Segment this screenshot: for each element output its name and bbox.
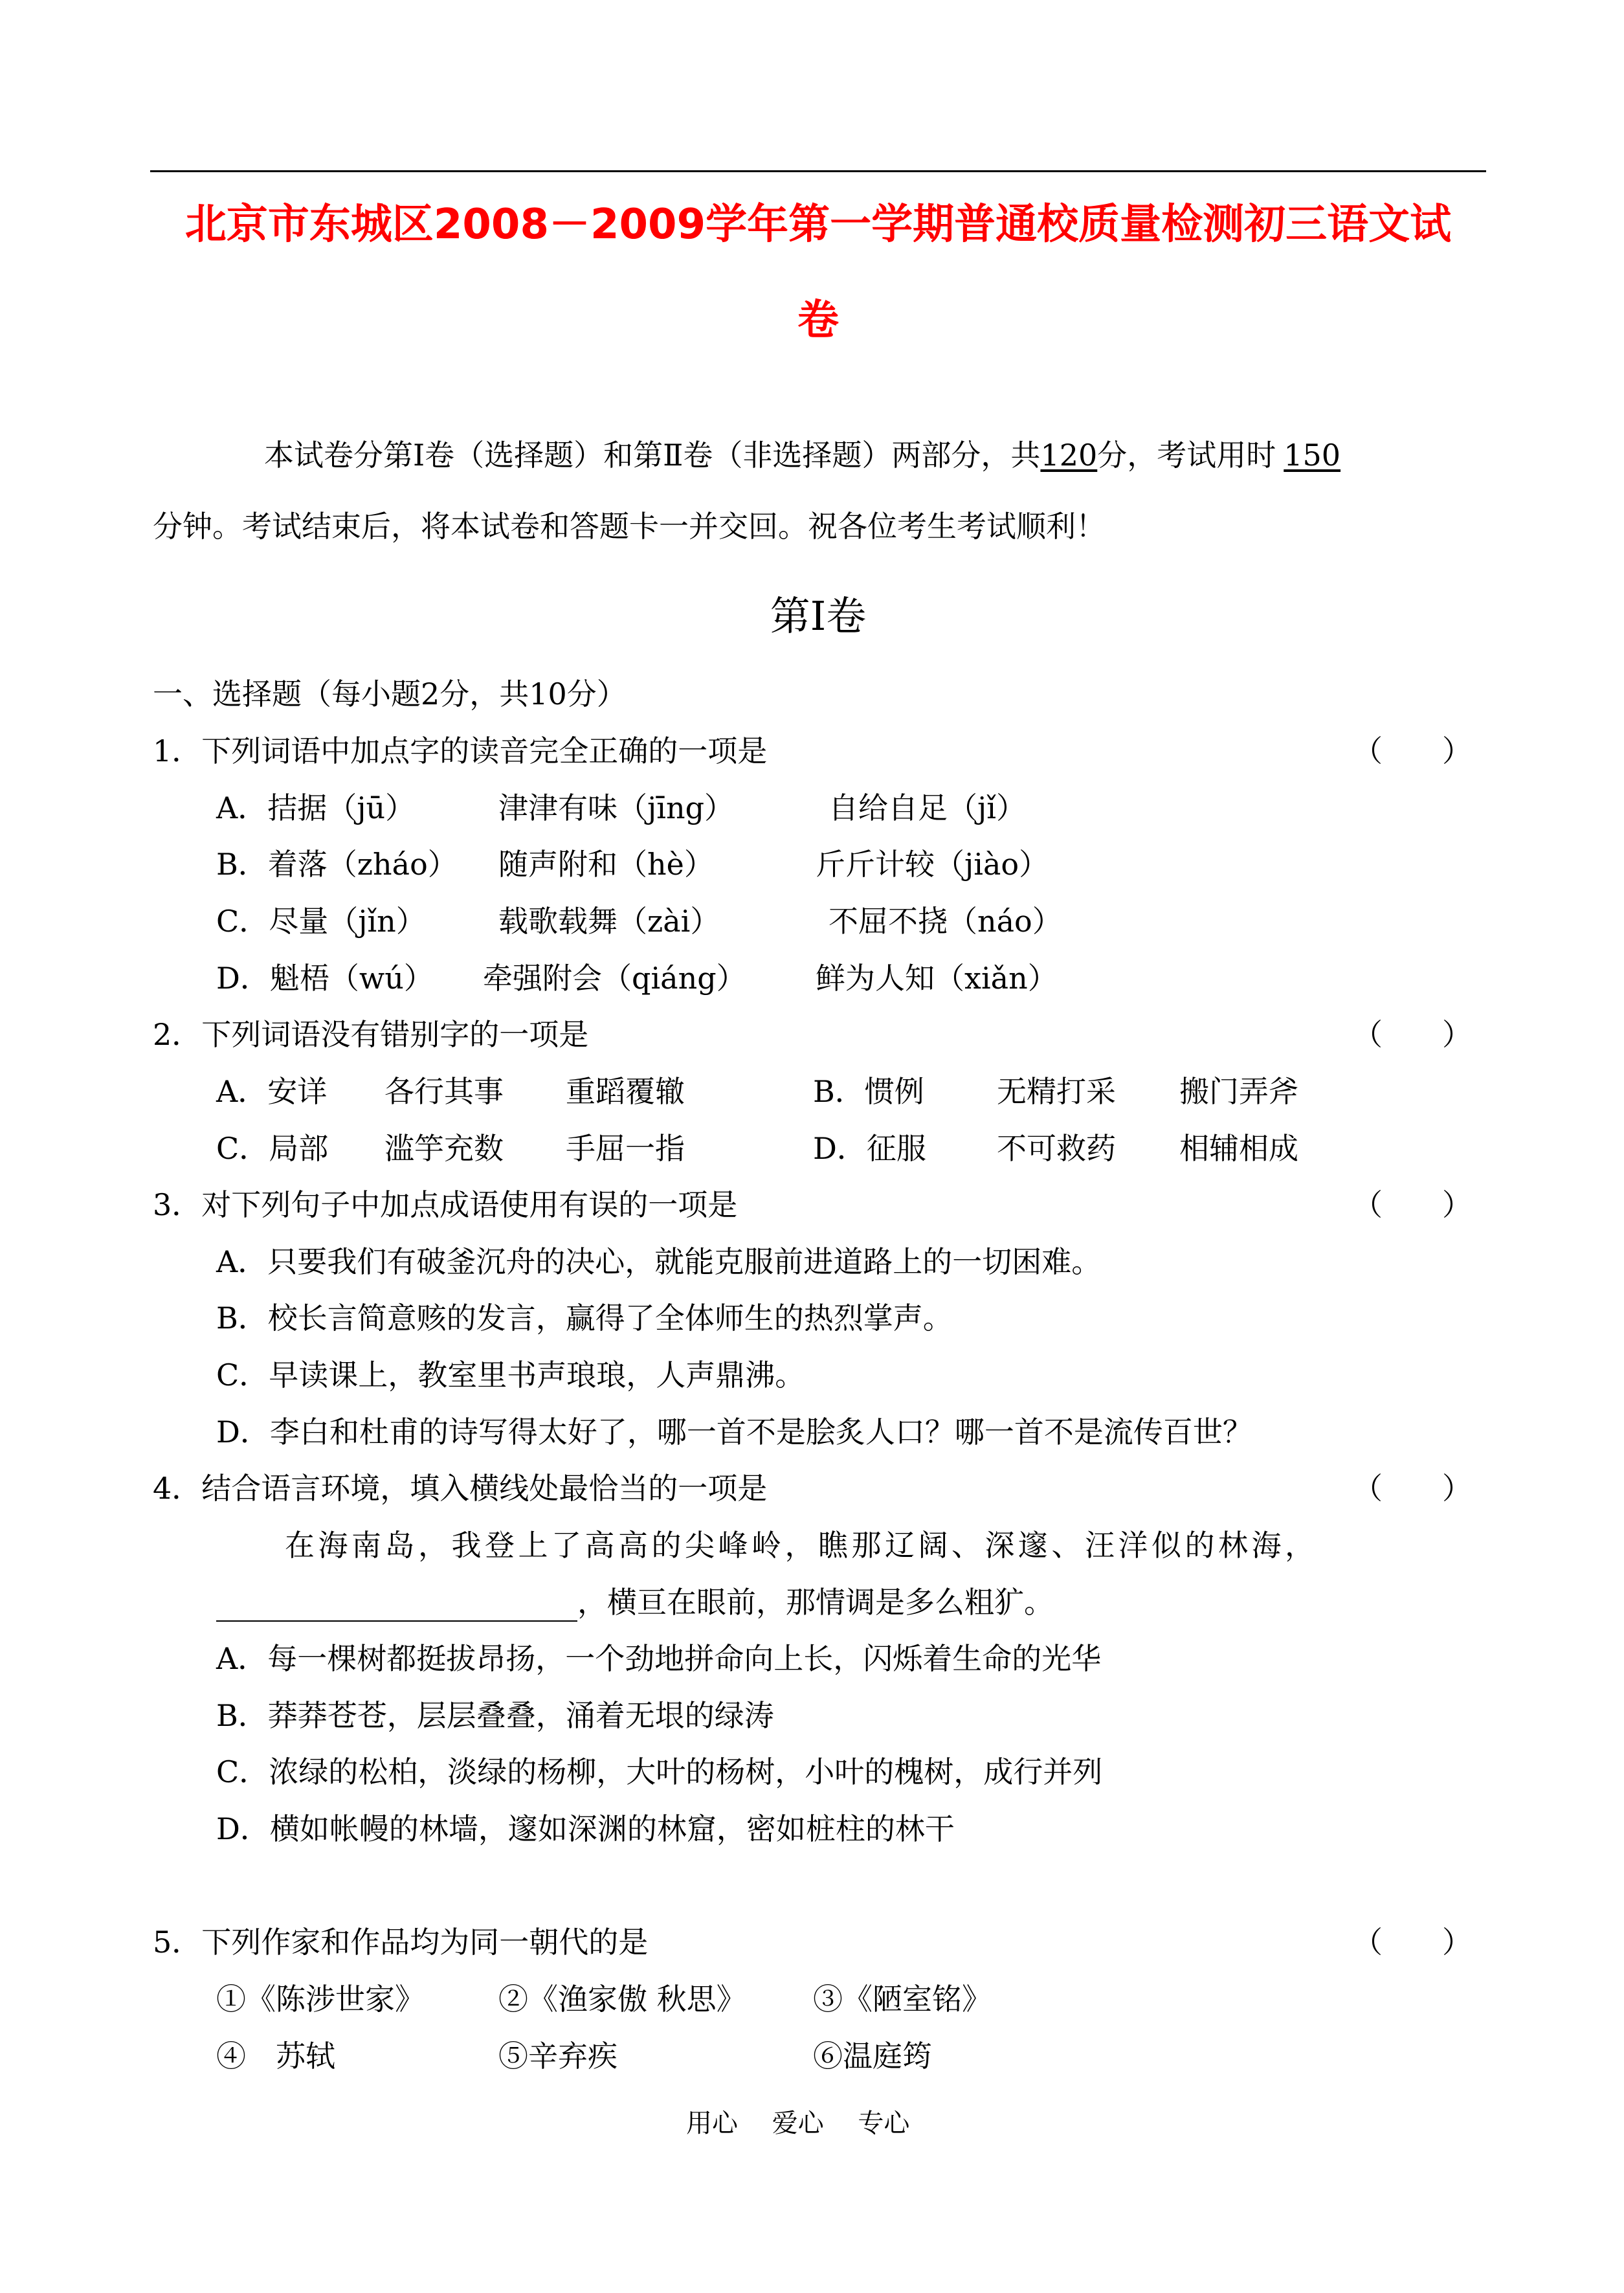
q3-option-a: A．只要我们有破釜沉舟的决心，就能克服前进道路上的一切困难。 <box>216 1244 1102 1279</box>
header-rule <box>150 170 1486 172</box>
q2-option-c-1: C．局部 <box>216 1131 329 1166</box>
q3-option-c: C．早读课上，教室里书声琅琅，人声鼎沸。 <box>216 1358 805 1393</box>
question-2-stem: 2．下列词语没有错别字的一项是 <box>153 1017 589 1052</box>
q5-item-6: ⑥温庭筠 <box>813 2039 932 2074</box>
q1-option-d-1: D．魁梧（wú） <box>216 961 434 996</box>
q1-option-c-2: 载歌载舞（zài） <box>498 904 720 939</box>
q2-option-d-1: D．征服 <box>813 1131 926 1166</box>
exam-title-line-1: 北京市东城区2008－2009学年第一学期普通校质量检测初三语文试 <box>184 201 1452 249</box>
q2-option-d-2: 不可救药 <box>997 1131 1116 1166</box>
q1-option-b-3: 斤斤计较（jiào） <box>816 847 1049 882</box>
question-4-stem: 4．结合语言环境，填入横线处最恰当的一项是 <box>153 1471 768 1506</box>
q5-item-4: ④ 苏轼 <box>216 2039 335 2074</box>
exam-title-line-2: 卷 <box>797 296 839 344</box>
section-heading: 第Ⅰ卷 <box>770 592 867 640</box>
question-1-answer-paren: （ ） <box>1353 733 1472 768</box>
intro-text-a: 本试卷分第Ⅰ卷（选择题）和第Ⅱ卷（非选择题）两部分，共 <box>264 438 1041 473</box>
question-3-answer-paren: （ ） <box>1353 1187 1472 1222</box>
q2-option-d-3: 相辅相成 <box>1179 1131 1298 1166</box>
q1-option-d-2: 牵强附会（qiáng） <box>483 961 746 996</box>
q2-option-c-3: 手屈一指 <box>566 1131 685 1166</box>
q4-fill-blank <box>216 1620 577 1622</box>
q1-option-b-2: 随声附和（hè） <box>498 847 714 882</box>
q2-option-b-2: 无精打采 <box>997 1074 1116 1109</box>
q1-option-b-1: B．着落（zháo） <box>216 847 458 882</box>
q5-item-1: ①《陈涉世家》 <box>216 1982 425 2017</box>
page-footer: 用心 爱心 专心 <box>686 2108 910 2138</box>
q3-option-d: D．李白和杜甫的诗写得太好了，哪一首不是脍炙人口？哪一首不是流传百世？ <box>216 1415 1252 1449</box>
q1-option-a-3: 自给自足（jǐ） <box>829 790 1026 825</box>
intro-line-1 <box>264 436 1340 475</box>
q2-option-a-3: 重蹈覆辙 <box>566 1074 685 1109</box>
q1-option-c-1: C．尽量（jǐn） <box>216 904 426 939</box>
question-4-answer-paren: （ ） <box>1353 1471 1472 1506</box>
q1-option-a-1: A．拮据（jū） <box>216 790 416 825</box>
q5-item-3: ③《陋室铭》 <box>813 1982 992 2017</box>
q5-item-2: ②《渔家傲 秋思》 <box>498 1982 746 2017</box>
q3-option-b: B．校长言简意赅的发言，赢得了全体师生的热烈掌声。 <box>216 1301 953 1336</box>
question-2-answer-paren: （ ） <box>1353 1017 1472 1052</box>
q1-option-a-2: 津津有味（jīng） <box>498 790 735 825</box>
intro-line-2: 分钟。考试结束后，将本试卷和答题卡一并交回。祝各位考生考试顺利！ <box>153 509 1106 544</box>
question-5-answer-paren: （ ） <box>1353 1925 1472 1960</box>
question-5-stem: 5．下列作家和作品均为同一朝代的是 <box>153 1925 649 1960</box>
q4-option-b: B．莽莽苍苍，层层叠叠，涌着无垠的绿涛 <box>216 1698 774 1733</box>
intro-time: 150 <box>1284 438 1341 473</box>
intro-score: 120 <box>1040 438 1098 473</box>
q4-passage-line-1: 在海南岛，我登上了高高的尖峰岭，瞧那辽阔、深邃、汪洋似的林海， <box>285 1528 1318 1563</box>
part-one-heading: 一、选择题（每小题2分，共10分） <box>153 677 627 711</box>
q2-option-a-2: 各行其事 <box>384 1074 504 1109</box>
question-3-stem: 3．对下列句子中加点成语使用有误的一项是 <box>153 1187 738 1222</box>
q1-option-c-3: 不屈不挠（náo） <box>829 904 1062 939</box>
q2-option-c-2: 滥竽充数 <box>384 1131 504 1166</box>
q2-option-b-3: 搬门弄斧 <box>1179 1074 1298 1109</box>
q4-option-a: A．每一棵树都挺拔昂扬，一个劲地拼命向上长，闪烁着生命的光华 <box>216 1641 1102 1676</box>
q2-option-b-1: B．惯例 <box>813 1074 924 1109</box>
q2-option-a-1: A．安详 <box>216 1074 328 1109</box>
intro-text-b: 分，考试用时 <box>1097 438 1276 473</box>
q1-option-d-3: 鲜为人知（xiǎn） <box>816 961 1058 996</box>
q4-option-d: D．横如帐幔的林墙，邃如深渊的林窟，密如桩柱的林干 <box>216 1811 955 1846</box>
q4-passage-line-2: ，横亘在眼前，那情调是多么粗犷。 <box>577 1585 1054 1620</box>
q5-item-5: ⑤辛弃疾 <box>498 2039 617 2074</box>
question-1-stem: 1．下列词语中加点字的读音完全正确的一项是 <box>153 733 768 768</box>
q4-option-c: C．浓绿的松柏，淡绿的杨柳，大叶的杨树，小叶的槐树，成行并列 <box>216 1754 1103 1789</box>
